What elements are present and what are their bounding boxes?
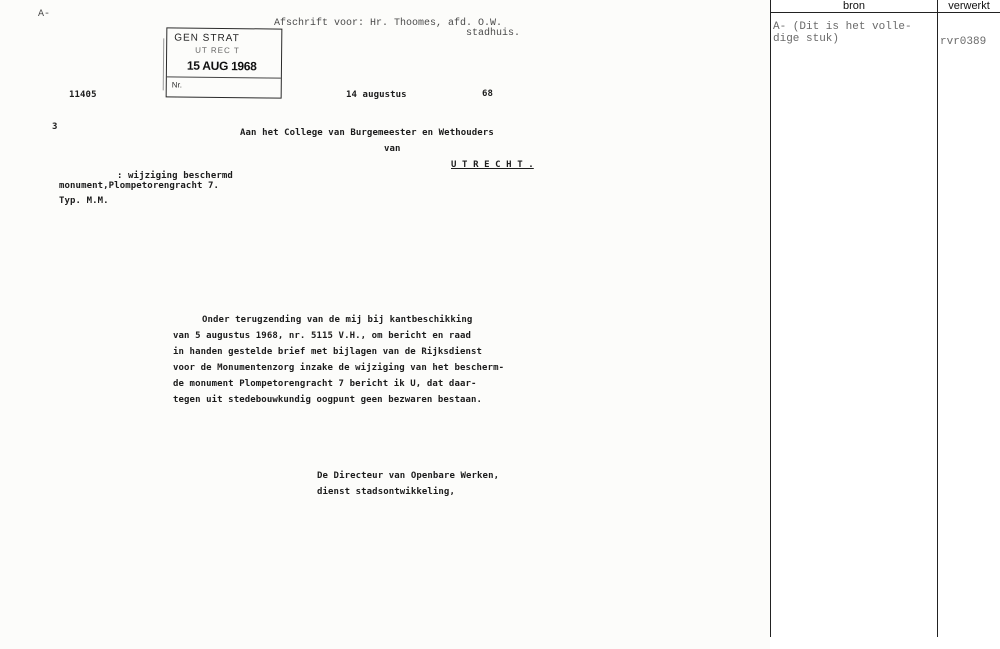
column-header-bron: bron — [842, 0, 866, 12]
stamp-nr-label: Nr. — [171, 80, 183, 90]
addressee-city: U T R E C H T . — [451, 160, 534, 170]
body-line-4: voor de Monumentenzorg inzake de wijziging van het bescherm- — [173, 363, 505, 373]
signature-line1: De Directeur van Openbare Werken, — [317, 471, 500, 481]
received-stamp — [166, 27, 283, 98]
addressee-line2: van — [384, 144, 401, 154]
body-line-6: tegen uit stedebouwkundig oogpunt geen bezwaren bestaan. — [173, 395, 483, 405]
date-year: 68 — [482, 89, 494, 99]
date-day-month: 14 augustus — [346, 90, 407, 100]
table-border-left — [770, 0, 771, 637]
copy-note-line1: Afschrift voor: Hr. Thoomes, afd. O.W. — [274, 18, 503, 29]
body-line-3: in handen gestelde brief met bijlagen van de Rijksdienst — [173, 347, 483, 357]
body-line-2: van 5 augustus 1968, nr. 5115 V.H., om bericht en raad — [173, 331, 471, 341]
addressee-line1: Aan het College van Burgemeester en Wethouders — [240, 128, 494, 138]
column-header-verwerkt: verwerkt — [948, 0, 990, 12]
stamp-line2: UT REC T — [195, 45, 240, 56]
table-border-middle — [937, 0, 938, 637]
typist-initials: Typ. M.M. — [59, 196, 109, 206]
reference-number: 11405 — [69, 90, 97, 100]
verwerkt-note: rvr0389 — [940, 36, 987, 48]
stamp-line1: GEN STRAT — [174, 32, 240, 45]
stamp-date: 15 AUG 1968 — [186, 58, 257, 74]
corner-mark: A- — [38, 9, 51, 20]
table-header-rule — [771, 12, 1000, 13]
subject-line1: : wijziging beschermd — [117, 171, 233, 181]
copy-note-line2: stadhuis. — [466, 28, 521, 39]
body-line-1: Onder terugzending van de mij bij kantbeschikking — [202, 315, 473, 325]
enclosures-count: 3 — [52, 122, 58, 132]
bron-note-line2: dige stuk) — [773, 33, 840, 45]
body-line-5: de monument Plompetorengracht 7 bericht ik U, dat daar- — [173, 379, 477, 389]
bron-note-line1: A- (Dit is het volle- — [773, 21, 912, 33]
subject-line2: monument,Plompetorengracht 7. — [59, 181, 220, 191]
signature-line2: dienst stadsontwikkeling, — [317, 487, 455, 497]
